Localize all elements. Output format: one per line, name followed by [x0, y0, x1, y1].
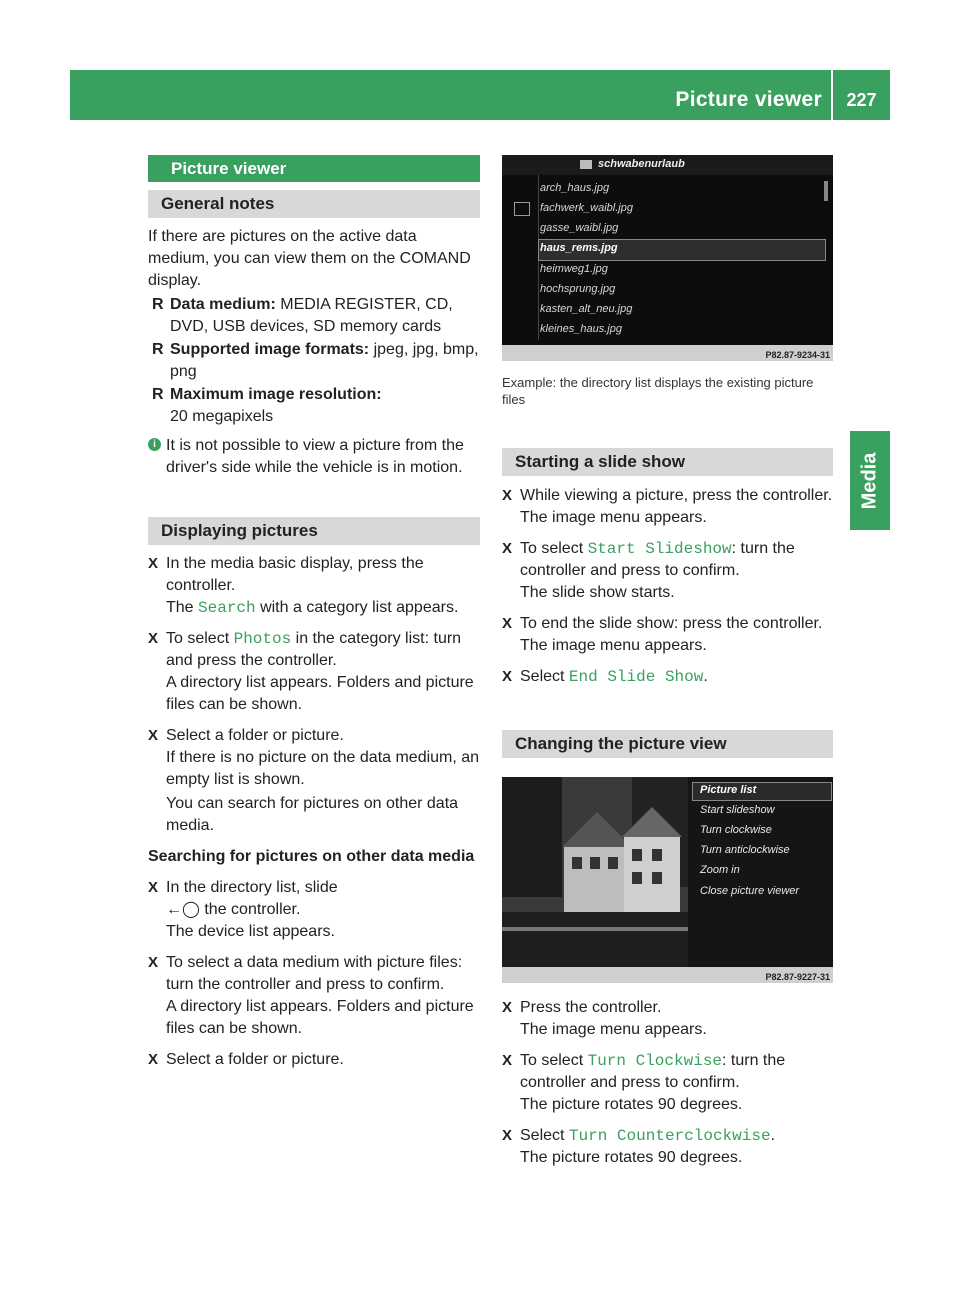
section-title: Picture viewer: [148, 155, 480, 182]
info-icon: i: [148, 438, 161, 451]
slide-step-4: X Select End Slide Show.: [502, 668, 708, 686]
figure-ref: P82.87-9234-31: [765, 350, 830, 360]
folder-icon: [580, 160, 592, 169]
search-step-2: X To select a data medium with picture files: turn the controller and press to confirm. A directory list appears. Folders and picture files can be shown.: [148, 954, 474, 1037]
device-icon: [514, 202, 530, 216]
menu-item-zoom-in[interactable]: Zoom in: [700, 864, 740, 876]
change-view-title: Changing the picture view: [502, 730, 833, 758]
header-title: Picture viewer: [675, 88, 822, 111]
right-column: [502, 374, 833, 758]
change-step-2: X To select Turn Clockwise: turn the controller and press to confirm. The picture rotates 90 degrees.: [502, 1052, 786, 1113]
menu-item-picture-list[interactable]: Picture list: [700, 784, 757, 796]
change-step-1: X Press the controller. The image menu appears.: [502, 999, 707, 1038]
bullet-resolution: R Maximum image resolution: 20 megapixels: [152, 386, 382, 425]
page-number: 227: [846, 90, 877, 110]
info-note: i It is not possible to view a picture from the driver's side while the vehicle is in motion.: [148, 435, 480, 479]
general-notes-title: General notes: [148, 190, 480, 218]
file-row[interactable]: gasse_waibl.jpg: [540, 222, 619, 234]
figure-ref-strip-2: [502, 967, 833, 983]
file-row[interactable]: kasten_alt_neu.jpg: [540, 303, 633, 315]
figure-caption: Example: the directory list displays the existing picture files: [502, 375, 814, 407]
side-tab-label: Media: [858, 452, 881, 510]
menu-item-turn-anticlockwise[interactable]: Turn anticlockwise: [700, 844, 790, 856]
slide-show-title: Starting a slide show: [502, 448, 833, 476]
page-header: [70, 70, 890, 120]
right-column-bottom: [502, 997, 833, 1178]
bullet-data-medium: R Data medium: MEDIA REGISTER, CD, DVD, USB devices, SD memory cards: [152, 296, 453, 335]
menu-item-close-viewer[interactable]: Close picture viewer: [700, 885, 800, 897]
slide-step-2: X To select Start Slideshow: turn the controller and press to confirm. The slide show starts.: [502, 540, 795, 601]
menu-item-turn-clockwise[interactable]: Turn clockwise: [700, 824, 772, 836]
file-row[interactable]: hochsprung.jpg: [540, 283, 616, 295]
file-row-selected[interactable]: haus_rems.jpg: [540, 242, 618, 254]
left-column: [148, 155, 480, 1080]
slide-left-icon: ←◯: [166, 901, 200, 918]
disp-step-1: X In the media basic display, press the controller. The Search with a category list appears.: [148, 555, 459, 617]
side-tab-media: [850, 431, 890, 530]
directory-list-screenshot: [502, 155, 833, 345]
general-intro: If there are pictures on the active data medium, you can view them on the COMAND display.: [148, 228, 471, 289]
file-row[interactable]: arch_haus.jpg: [540, 182, 610, 194]
menu-item-start-slideshow[interactable]: Start slideshow: [700, 804, 775, 816]
bullet-formats: R Supported image formats: jpeg, jpg, bmp, png: [152, 341, 479, 380]
file-row[interactable]: heimweg1.jpg: [540, 263, 608, 275]
change-step-3: X Select Turn Counterclockwise. The picture rotates 90 degrees.: [502, 1127, 776, 1166]
file-row[interactable]: kleines_haus.jpg: [540, 323, 622, 335]
search-step-1: X In the directory list, slide ←◯ the controller. The device list appears.: [148, 879, 338, 940]
scrollbar[interactable]: [824, 181, 828, 201]
figure-ref-strip: [502, 345, 833, 361]
figure-ref-2: P82.87-9227-31: [765, 972, 830, 982]
folder-name: schwabenurlaub: [598, 158, 685, 170]
slide-step-3: X To end the slide show: press the controller. The image menu appears.: [502, 615, 823, 654]
picture-menu-screenshot: [502, 777, 833, 967]
slide-step-1: X While viewing a picture, press the controller. The image menu appears.: [502, 487, 833, 526]
file-row[interactable]: fachwerk_waibl.jpg: [540, 202, 633, 214]
photo-houses: [502, 777, 688, 967]
search-step-3: X Select a folder or picture.: [148, 1051, 344, 1068]
disp-step-3: X Select a folder or picture. If there is no picture on the data medium, an empty list is shown. You can search for pictures on other data media.: [148, 727, 480, 834]
search-heading: Searching for pictures on other data media: [148, 848, 475, 865]
disp-step-2: X To select Photos in the category list: turn and press the controller. A directory list appears. Folders and picture files can be shown.: [148, 630, 474, 713]
displaying-pictures-title: Displaying pictures: [148, 517, 480, 545]
